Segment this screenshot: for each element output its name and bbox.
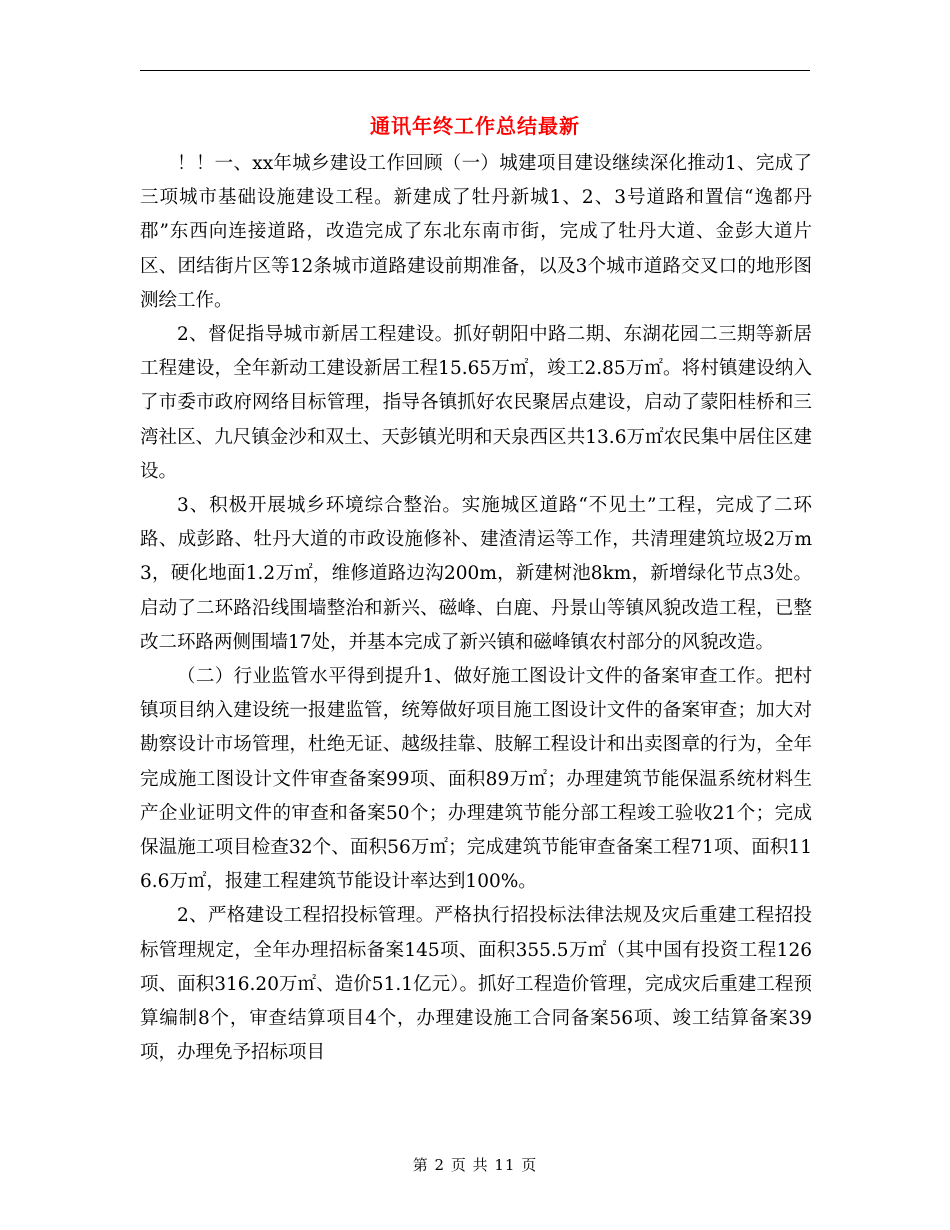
page-footer: 第 2 页 共 11 页 <box>412 1156 538 1174</box>
header-rule <box>140 70 810 71</box>
paragraph: ！！一、xx年城乡建设工作回顾（一）城建项目建设继续深化推动1、完成了三项城市基础设施建设工程。新建成了牡丹新城1、2、3号道路和置信“逸都丹郡”东西向连接道路，改造完成了东北东南市街，完成了牡丹大道、金彭大道片区、团结街片区等12条城市道路建设前期准备，以及3个城市道路交叉口的地形图测绘工作。 <box>140 153 812 311</box>
paragraph: 2、督促指导城市新居工程建设。抓好朝阳中路二期、东湖花园二三期等新居工程建设，全年新动工建设新居工程15.65万㎡，竣工2.85万㎡。将村镇建设纳入了市委市政府网络目标管理，指导各镇抓好农民聚居点建设，启动了蒙阳桂桥和三湾社区、九尺镇金沙和双土、天彭镇光明和天泉西区共13.6万㎡农民集中居住区建设。 <box>140 324 812 482</box>
paragraph: 3、积极开展城乡环境综合整治。实施城区道路“不见土”工程，完成了二环路、成彭路、牡丹大道的市政设施修补、建渣清运等工作，共清理建筑垃圾2万m3，硬化地面1.2万㎡，维修道路边沟200m，新建树池8km，新增绿化节点3处。启动了二环路沿线围墙整治和新兴、磁峰、白鹿、丹景山等镇风貌改造工程，已整改二环路两侧围墙17处，并基本完成了新兴镇和磁峰镇农村部分的风貌改造。 <box>140 495 812 653</box>
paragraph: 2、严格建设工程招投标管理。严格执行招投标法律法规及灾后重建工程招投标管理规定，全年办理招标备案145项、面积355.5万㎡（其中国有投资工程126项、面积316.20万㎡、造价51.1亿元）。抓好工程造价管理，完成灾后重建工程预算编制8个，审查结算项目4个，办理建设施工合同备案56项、竣工结算备案39项，办理免予招标项目 <box>140 905 812 1064</box>
paragraph: （二）行业监管水平得到提升1、做好施工图设计文件的备案审查工作。把村镇项目纳入建设统一报建监管，统筹做好项目施工图设计文件的备案审查；加大对勘察设计市场管理，杜绝无证、越级挂靠、肢解工程设计和出卖图章的行为，全年完成施工图设计文件审查备案99项、面积89万㎡；办理建筑节能保温系统材料生产企业证明文件的审查和备案50个；办理建筑节能分部工程竣工验收21个；完成保温施工项目检查32个、面积56万㎡；完成建筑节能审查备案工程71项、面积116.6万㎡，报建工程建筑节能设计率达到100%。 <box>140 666 812 893</box>
document-body <box>140 147 812 1070</box>
document-title: 通讯年终工作总结最新 <box>370 114 580 138</box>
